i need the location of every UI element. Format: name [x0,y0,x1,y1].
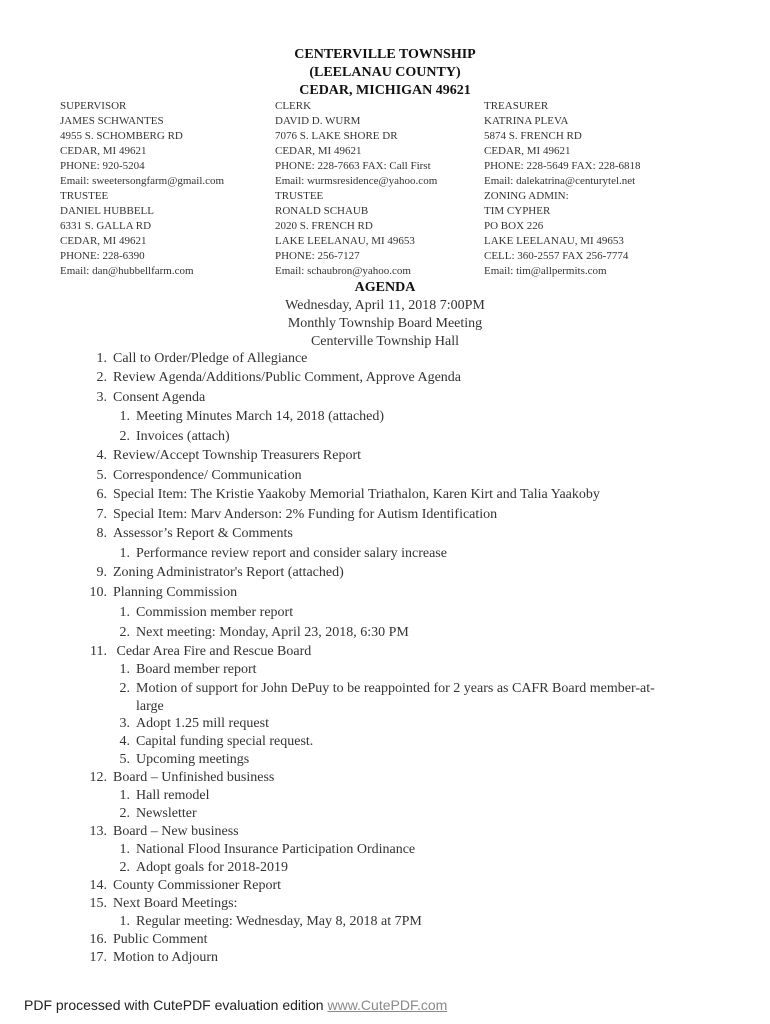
agenda-subitem [108,604,293,622]
agenda-item-text: Consent Agenda [113,390,206,405]
official-line: Email: dalekatrina@centurytel.net [484,175,636,187]
agenda-item-text: Newsletter [136,806,197,821]
official-line: 2020 S. FRENCH RD [275,220,373,232]
agenda-item [85,486,600,504]
agenda-item-text: Capital funding special request. [136,734,314,749]
agenda-item-text: Adopt 1.25 mill request [136,716,269,731]
agenda-item-text: Next meeting: Monday, April 23, 2018, 6:30 PM [136,625,409,640]
officials-column-right [484,99,641,279]
agenda-item-number: 16. [89,932,107,947]
officials-column-middle [275,99,437,279]
official-line: 6331 S. GALLA RD [60,220,152,232]
agenda-item-number: 2. [119,860,130,875]
agenda-item-text: Performance review report and consider salary increase [136,546,447,561]
official-line: TIM CYPHER [484,205,551,217]
agenda-item-text: Meeting Minutes March 14, 2018 (attached) [136,409,385,424]
official-line: 5874 S. FRENCH RD [484,130,582,142]
official-line: TRUSTEE [275,190,324,202]
official-line: CELL: 360-2557 FAX 256-7774 [484,250,629,262]
agenda-subitem [108,751,249,769]
agenda-item-number: 17. [89,950,107,965]
agenda-item [85,447,361,465]
official-line: PO BOX 226 [484,220,544,232]
agenda-item-number: 5. [96,468,107,483]
agenda-item-number: 1. [119,546,130,561]
agenda-item [85,389,205,407]
official-line: CEDAR, MI 49621 [60,235,147,247]
official-line: CEDAR, MI 49621 [275,145,362,157]
agenda-item-text: Review/Accept Township Treasurers Report [113,448,362,463]
footer-text: PDF processed with CutePDF evaluation edition [24,997,328,1013]
official-line: Email: tim@allpermits.com [484,265,607,277]
official-line: DANIEL HUBBELL [60,205,154,217]
agenda-subitem [108,859,288,877]
agenda-item-text: Next Board Meetings: [113,896,238,911]
township-title: CENTERVILLE TOWNSHIP [294,47,476,62]
officials-column-left [60,99,224,279]
agenda-item-text: Motion to Adjourn [113,950,219,965]
agenda-item [85,643,311,661]
agenda-item-number: 2. [96,370,107,385]
official-line: DAVID D. WURM [275,115,361,127]
agenda-item-text: Board – Unfinished business [113,770,275,785]
agenda-item-number: 12. [89,770,107,785]
agenda-item [85,525,293,543]
agenda-item-number: 2. [119,681,130,696]
official-line: Email: schaubron@yahoo.com [275,265,411,277]
agenda-subitem [108,841,415,859]
official-line: 4955 S. SCHOMBERG RD [60,130,183,142]
agenda-subitem [108,408,384,426]
agenda-item [85,949,218,967]
official-line: LAKE LEELANAU, MI 49653 [484,235,624,247]
agenda-item-text: Board member report [136,662,257,677]
agenda-item [85,467,302,485]
agenda-subitem [108,805,197,823]
county-title: (LEELANAU COUNTY) [309,65,461,80]
agenda-item-text: Invoices (attach) [136,429,230,444]
agenda-item-number: 8. [96,526,107,541]
official-line: PHONE: 228-6390 [60,250,145,262]
official-line: RONALD SCHAUB [275,205,369,217]
agenda-item-number: 2. [119,625,130,640]
agenda-item-text: Planning Commission [113,585,238,600]
agenda-item-text: Zoning Administrator's Report (attached) [113,565,344,580]
agenda-item-number: 9. [96,565,107,580]
agenda-item-text: Assessor’s Report & Comments [113,526,293,541]
agenda-item-text: Hall remodel [136,788,210,803]
official-line: TRUSTEE [60,190,109,202]
agenda-subitem [108,545,447,563]
agenda-item-text: Special Item: Marv Anderson: 2% Funding for Autism Identification [113,507,498,522]
agenda-item [85,564,344,582]
agenda-item-text: Review Agenda/Additions/Public Comment, Approve Agenda [113,370,462,385]
agenda-subitem [108,680,655,698]
agenda-item-text: Cedar Area Fire and Rescue Board [113,644,312,659]
official-line: Email: sweetersongfarm@gmail.com [60,175,225,187]
agenda-item [85,895,237,913]
agenda-subitem [108,698,164,716]
agenda-item-number: 11. [90,644,107,659]
official-line: SUPERVISOR [60,100,127,112]
agenda-item-text: Upcoming meetings [136,752,250,767]
agenda-item-number: 1. [119,605,130,620]
agenda-item [85,506,497,524]
official-line: PHONE: 920-5204 [60,160,145,172]
agenda-subitem [108,661,257,679]
agenda-heading: AGENDA [354,280,416,295]
agenda-item [85,823,239,841]
agenda-item-number: 13. [89,824,107,839]
agenda-subitem [108,715,269,733]
agenda-item-number: 10. [89,585,107,600]
footer-watermark [24,997,447,1013]
agenda-item-number: 2. [119,429,130,444]
agenda-subitem [108,624,409,642]
agenda-item-text: Regular meeting: Wednesday, May 8, 2018 at 7PM [136,914,422,929]
agenda-subitem [108,733,313,751]
official-line: CLERK [275,100,312,112]
official-line: LAKE LEELANAU, MI 49653 [275,235,415,247]
agenda-item-number: 1. [119,788,130,803]
agenda-item [85,769,274,787]
agenda-item-text: Correspondence/ Communication [113,468,302,483]
agenda-item-text: County Commissioner Report [113,878,281,893]
agenda-item-number: 1. [119,409,130,424]
agenda-item-number: 1. [96,351,107,366]
meeting-location: Centerville Township Hall [310,334,460,349]
agenda-subitem [108,913,422,931]
footer-link[interactable]: www.CutePDF.com [327,997,448,1013]
official-line: Email: dan@hubbellfarm.com [60,265,194,277]
agenda-item-number: 3. [96,390,107,405]
agenda-item-text: Commission member report [136,605,294,620]
official-line: ZONING ADMIN: [484,190,569,202]
agenda-item-text: Special Item: The Kristie Yaakoby Memorial Triathalon, Karen Kirt and Talia Yaakoby [113,487,600,502]
agenda-item-text: Adopt goals for 2018-2019 [136,860,289,875]
agenda-item-text: Board – New business [113,824,239,839]
agenda-item-number: 7. [96,507,107,522]
city-title: CEDAR, MICHIGAN 49621 [299,83,471,98]
agenda-item-number: 1. [119,662,130,677]
official-line: CEDAR, MI 49621 [60,145,147,157]
official-line: CEDAR, MI 49621 [484,145,571,157]
official-line: PHONE: 228-7663 FAX: Call First [275,160,431,172]
agenda-subitem [108,428,230,446]
agenda-item-number: 4. [96,448,107,463]
agenda-item [85,350,307,368]
agenda-item-number: 4. [119,734,130,749]
agenda-item-number: 14. [89,878,107,893]
official-line: KATRINA PLEVA [484,115,569,127]
official-line: 7076 S. LAKE SHORE DR [275,130,398,142]
agenda-item-number: 5. [119,752,130,767]
agenda-item-number: 1. [119,842,130,857]
meeting-date: Wednesday, April 11, 2018 7:00PM [285,298,485,313]
official-line: Email: wurmsresidence@yahoo.com [275,175,438,187]
official-line: TREASURER [484,100,549,112]
agenda-item-number: 15. [89,896,107,911]
agenda-item [85,369,461,387]
official-line: JAMES SCHWANTES [60,115,164,127]
agenda-item-number: 3. [119,716,130,731]
agenda-item-number: 6. [96,487,107,502]
official-line: PHONE: 256-7127 [275,250,360,262]
agenda-subitem [108,787,209,805]
agenda-item-text: Public Comment [113,932,208,947]
official-line: PHONE: 228-5649 FAX: 228-6818 [484,160,641,172]
agenda-item-number: 1. [119,914,130,929]
agenda-item-number: 2. [119,806,130,821]
agenda-item-text: Motion of support for John DePuy to be reappointed for 2 years as CAFR Board member-at- [136,681,655,696]
agenda-item [85,931,208,949]
agenda-item-text: large [136,699,164,714]
agenda-item [85,877,281,895]
agenda-item-text: National Flood Insurance Participation Ordinance [136,842,416,857]
meeting-type: Monthly Township Board Meeting [287,316,483,331]
agenda-item [85,584,237,602]
agenda-item-text: Call to Order/Pledge of Allegiance [113,351,308,366]
